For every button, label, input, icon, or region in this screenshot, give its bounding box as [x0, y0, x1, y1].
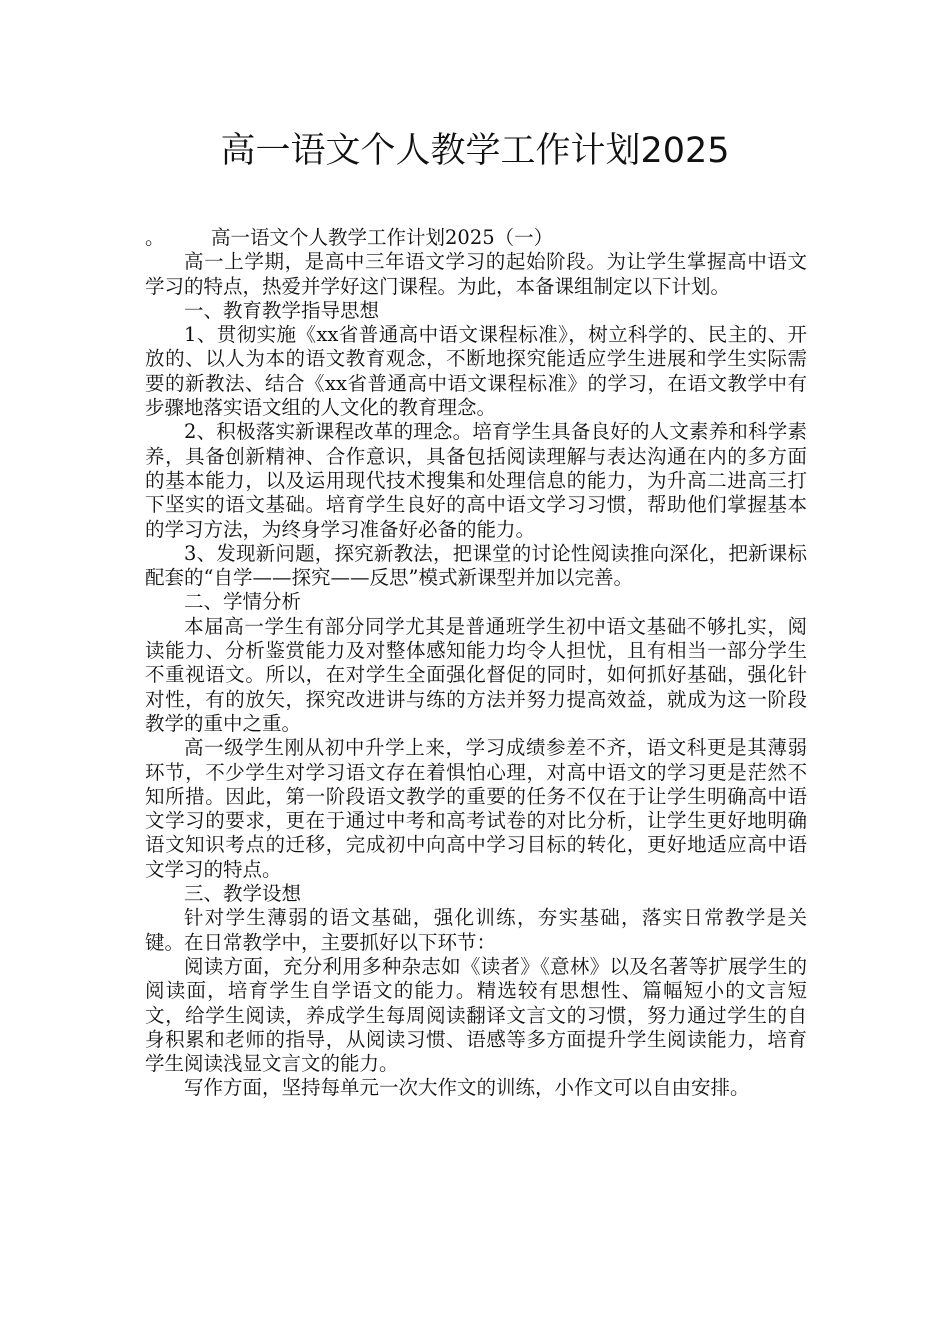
document-subtitle: [145, 226, 807, 250]
paragraph-reading: 阅读方面，充分利用多种杂志如《读者》《意林》以及名著等扩展学生的阅读面，培育学生自学语文的能力。精选较有思想性、篇幅短小的文言短文，给学生阅读，养成学生每周阅读翻译文言文的习惯，努力通过学生的自身积累和老师的指导，从阅读习惯、语感等多方面提升学生阅读能力，培育学生阅读浅显文言文的能力。: [145, 954, 807, 1076]
document-body: [145, 226, 807, 1101]
paragraph-guiding-2: 2、积极落实新课程改革的理念。培育学生具备良好的人文素养和科学素养，具备创新精神、合作意识，具备包括阅读理解与表达沟通在内的多方面的基本能力，以及运用现代技术搜集和处理信息的能力，为升高二进高三打下坚实的语文基础。培育学生良好的高中语文学习习惯，帮助他们掌握基本的学习方法，为终身学习准备好必备的能力。: [145, 420, 807, 541]
section-heading-student-analysis: 二、学情分析: [184, 590, 302, 614]
paragraph-guiding-3: 3、发现新问题，探究新教法，把课堂的讨论性阅读推向深化，把新课标配套的“自学——探究——反思”模式新课型并加以完善。: [145, 541, 807, 590]
paragraph-plan-intro: 针对学生薄弱的语文基础，强化训练，夯实基础，落实日常教学是关键。在日常教学中，主要抓好以下环节：: [145, 906, 807, 954]
paragraph-writing: 写作方面，坚持每单元一次大作文的训练，小作文可以自由安排。: [184, 1076, 750, 1100]
section-heading-guiding-ideas: 一、教育教学指导思想: [184, 298, 380, 322]
subtitle-prefix: 。: [145, 226, 165, 249]
paragraph-analysis-1: 本届高一学生有部分同学尤其是普通班学生初中语文基础不够扎实，阅读能力、分析鉴赏能力及对整体感知能力均令人担忧，且有相当一部分学生不重视语文。所以，在对学生全面强化督促的同时，如何抓好基础，强化针对性，有的放矢，探究改进讲与练的方法并努力提高效益，就成为这一阶段教学的重中之重。: [145, 614, 807, 735]
paragraph-guiding-1: 1、贯彻实施《xx省普通高中语文课程标准》，树立科学的、民主的、开放的、以人为本的语文教育观念，不断地探究能适应学生进展和学生实际需要的新教法、结合《xx省普通高中语文课程标准》的学习，在语文教学中有步骤地落实语文组的人文化的教育理念。: [145, 323, 807, 420]
paragraph-analysis-2: 高一级学生刚从初中升学上来，学习成绩参差不齐，语文科更是其薄弱环节，不少学生对学习语文存在着惧怕心理，对高中语文的学习更是茫然不知所措。因此，第一阶段语文教学的重要的任务不仅在于让学生明确高中语文学习的要求，更在于通过中考和高考试卷的对比分析，让学生更好地明确语文知识考点的迁移，完成初中向高中学习目标的转化，更好地适应高中语文学习的特点。: [145, 736, 807, 881]
paragraph-intro: 高一上学期，是高中三年语文学习的起始阶段。为让学生掌握高中语文学习的特点，热爱并学好这门课程。为此，本备课组制定以下计划。: [145, 250, 807, 298]
section-heading-teaching-plan: 三、教学设想: [184, 882, 302, 906]
subtitle-text: 高一语文个人教学工作计划2025（一）: [211, 226, 554, 249]
document-title: 高一语文个人教学工作计划2025: [220, 131, 730, 171]
